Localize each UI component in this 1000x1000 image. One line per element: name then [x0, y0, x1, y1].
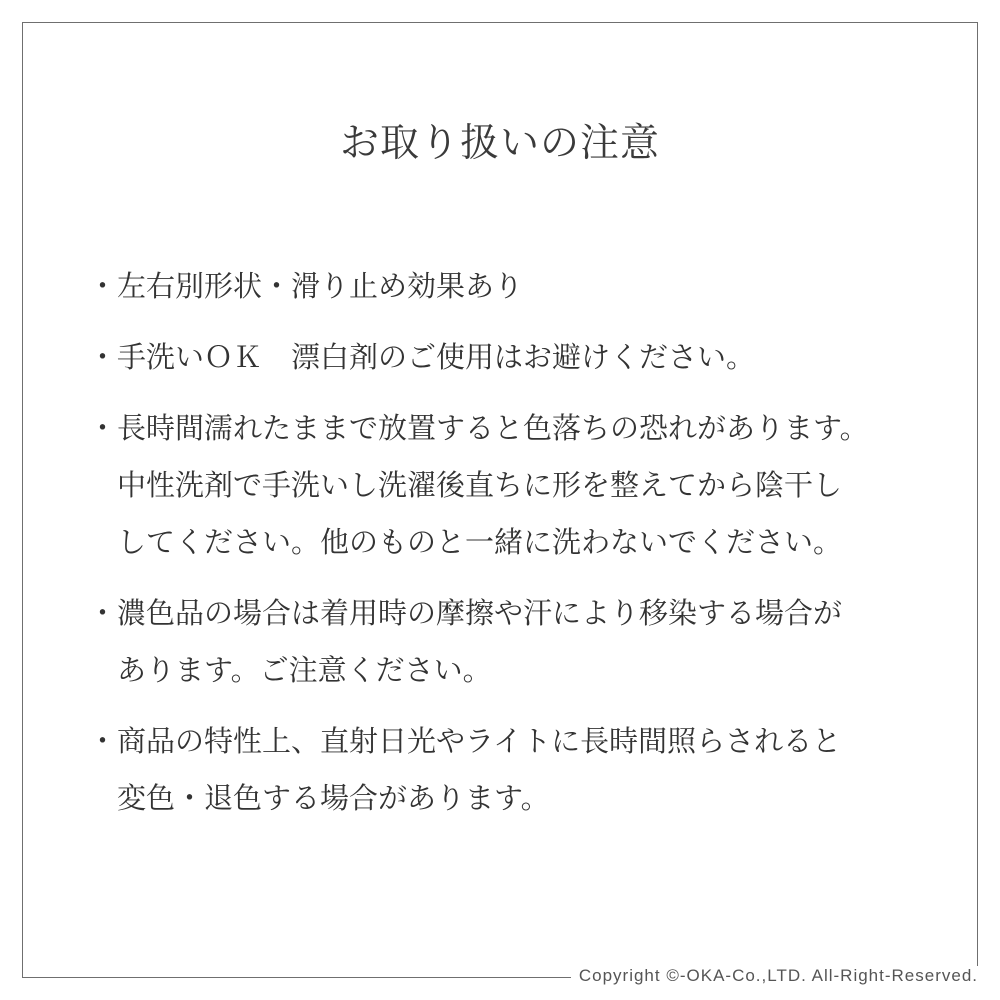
note-text — [117, 400, 948, 571]
note-text — [117, 329, 948, 386]
copyright-notice: Copyright ©-OKA-Co.,LTD. All-Right-Reserved. — [571, 966, 978, 986]
note-item — [88, 258, 948, 315]
note-text — [117, 713, 948, 827]
bullet-icon: ・ — [88, 340, 118, 374]
page-title: お取り扱いの注意 — [339, 121, 660, 166]
note-line: 手洗いＯＫ 漂白剤のご使用はお避けください。 — [117, 340, 756, 374]
note-line: 長時間濡れたままで放置すると色落ちの恐れがあります。 — [117, 411, 869, 445]
bullet-icon: ・ — [88, 596, 118, 630]
note-line: してください。他のものと一緒に洗わないでください。 — [117, 525, 843, 559]
note-item — [88, 329, 948, 386]
note-text — [117, 258, 948, 315]
note-line: あります。ご注意ください。 — [117, 653, 492, 687]
bullet-icon: ・ — [88, 269, 118, 303]
note-line: 変色・退色する場合があります。 — [117, 781, 550, 815]
care-notes-list — [88, 258, 948, 841]
note-line: 商品の特性上、直射日光やライトに長時間照らされると — [117, 724, 842, 758]
note-item — [88, 585, 948, 699]
bullet-icon: ・ — [88, 411, 118, 445]
note-line: 濃色品の場合は着用時の摩擦や汗により移染する場合が — [117, 596, 843, 630]
note-line: 中性洗剤で手洗いし洗濯後直ちに形を整えてから陰干し — [117, 468, 843, 502]
note-text — [117, 585, 948, 699]
note-item — [88, 400, 948, 571]
bullet-icon: ・ — [88, 724, 118, 758]
note-item — [88, 713, 948, 827]
note-line: 左右別形状・滑り止め効果あり — [117, 269, 524, 303]
